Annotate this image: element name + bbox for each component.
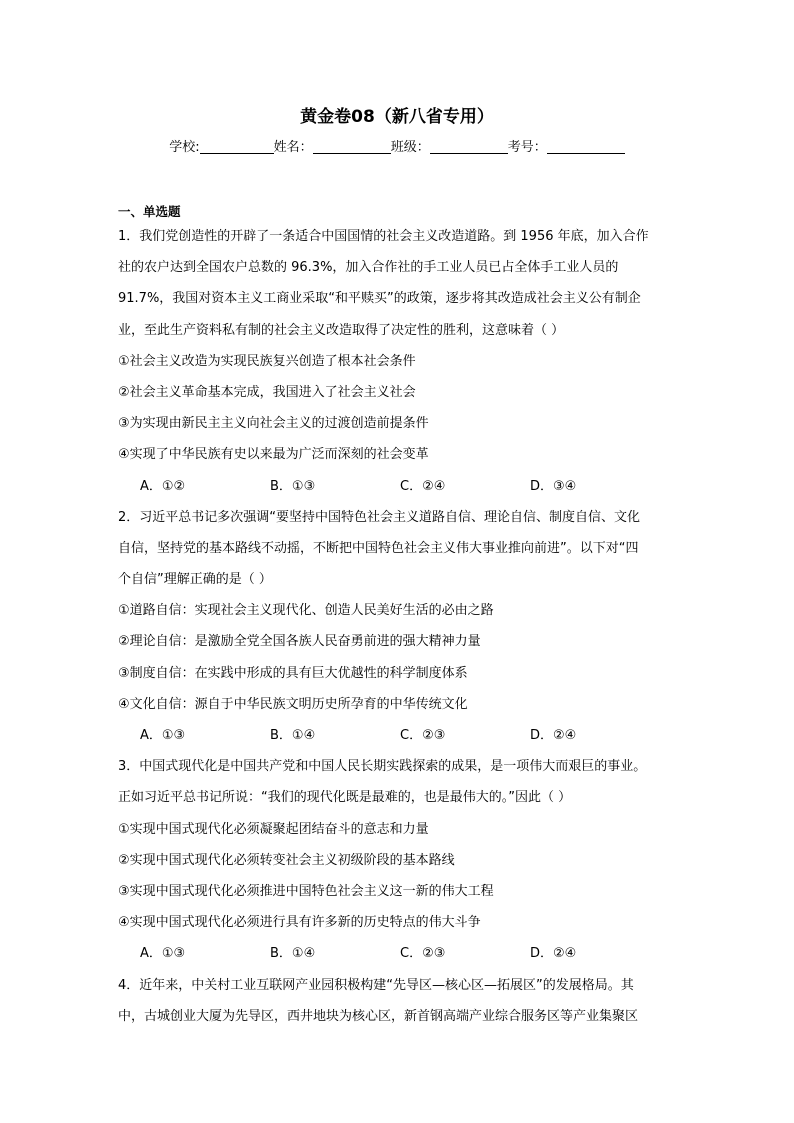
statement-option: ②实现中国式现代化必须转变社会主义初级阶段的基本路线 — [118, 852, 455, 868]
choice-b[interactable]: B．①④ — [270, 728, 316, 743]
question-stem-line: 3．中国式现代化是中国共产党和中国人民长期实践探索的成果，是一项伟大而艰巨的事业。 — [118, 759, 647, 775]
choice-c[interactable]: C．②④ — [400, 478, 446, 494]
question-stem-line: 1．我们党创造性的开辟了一条适合中国国情的社会主义改造道路。到 1956 年底，加入合作 — [118, 229, 649, 244]
question-stem-line: 91.7%，我国对资本主义工商业采取“和平赎买”的政策，逐步将其改造成社会主义公有制企 — [118, 291, 641, 307]
id-label: 考号： — [507, 140, 547, 155]
statement-option: ③实现中国式现代化必须推进中国特色社会主义这一新的伟大工程 — [118, 883, 494, 899]
student-info-line — [0, 138, 794, 158]
question-3 — [118, 751, 688, 969]
statement-option: ②理论自信：是激励全党全国各族人民奋勇前进的强大精神力量 — [118, 634, 481, 650]
name-label: 姓名： — [273, 140, 313, 155]
choice-c[interactable]: C．②③ — [400, 728, 446, 743]
question-2 — [118, 502, 688, 752]
question-4 — [118, 970, 688, 1032]
name-blank — [313, 138, 391, 154]
question-stem-line: 正如习近平总书记所说：“我们的现代化既是最难的，也是最伟大的。”因此（ ） — [118, 790, 572, 806]
statement-option: ④实现了中华民族有史以来最为广泛而深刻的社会变革 — [118, 447, 429, 463]
class-label: 班级： — [390, 140, 430, 155]
class-blank — [430, 138, 508, 154]
statement-option: ④实现中国式现代化必须进行具有许多新的历史特点的伟大斗争 — [118, 915, 481, 931]
statement-option: ④文化自信：源自于中华民族文明历史所孕育的中华传统文化 — [118, 696, 468, 712]
choice-a[interactable]: A．①③ — [140, 946, 186, 962]
answer-choices — [118, 471, 688, 502]
answer-choices — [118, 938, 688, 969]
choice-d[interactable]: D．③④ — [530, 478, 577, 494]
choice-a[interactable]: A．①② — [140, 478, 186, 494]
question-stem-line: 2．习近平总书记多次强调“要坚持中国特色社会主义道路自信、理论自信、制度自信、文化 — [118, 509, 641, 525]
question-body — [118, 221, 688, 1032]
statement-option: ①实现中国式现代化必须凝聚起团结奋斗的意志和力量 — [118, 821, 429, 837]
id-blank — [547, 138, 625, 154]
page-title: 黄金卷08（新八省专用） — [300, 107, 494, 127]
statement-option: ①道路自信：实现社会主义现代化、创造人民美好生活的必由之路 — [118, 603, 494, 619]
question-stem-line: 个自信”理解正确的是（ ） — [118, 572, 272, 588]
statement-option: ②社会主义革命基本完成，我国进入了社会主义社会 — [118, 384, 416, 400]
school-blank — [200, 138, 274, 154]
question-stem-line: 中，古城创业大厦为先导区，西井地块为核心区，新首钢高端产业综合服务区等产业集聚区 — [118, 1008, 639, 1024]
school-label: 学校: — [169, 140, 200, 155]
statement-option: ③为实现由新民主主义向社会主义的过渡创造前提条件 — [118, 416, 429, 432]
question-stem-line: 业，至此生产资料私有制的社会主义改造取得了决定性的胜利，这意味着（ ） — [118, 322, 565, 338]
choice-b[interactable]: B．①③ — [270, 478, 316, 494]
section-heading: 一、单选题 — [118, 204, 181, 219]
statement-option: ③制度自信：在实践中形成的具有巨大优越性的科学制度体系 — [118, 665, 468, 681]
question-1 — [118, 221, 688, 502]
question-stem-line: 自信，坚持党的基本路线不动摇，不断把中国特色社会主义伟大事业推向前进”。以下对“四 — [118, 540, 639, 556]
choice-d[interactable]: D．②④ — [530, 728, 577, 743]
choice-b[interactable]: B．①④ — [270, 946, 316, 962]
choice-d[interactable]: D．②④ — [530, 946, 577, 962]
statement-option: ①社会主义改造为实现民族复兴创造了根本社会条件 — [118, 353, 416, 369]
answer-choices — [118, 720, 688, 751]
choice-c[interactable]: C．②③ — [400, 946, 446, 962]
question-stem-line: 4．近年来，中关村工业互联网产业园积极构建“先导区—核心区—拓展区”的发展格局。其 — [118, 977, 634, 993]
question-stem-line: 社的农户达到全国农户总数的 96.3%，加入合作社的手工业人员已占全体手工业人员的 — [118, 260, 619, 276]
choice-a[interactable]: A．①③ — [140, 728, 186, 743]
